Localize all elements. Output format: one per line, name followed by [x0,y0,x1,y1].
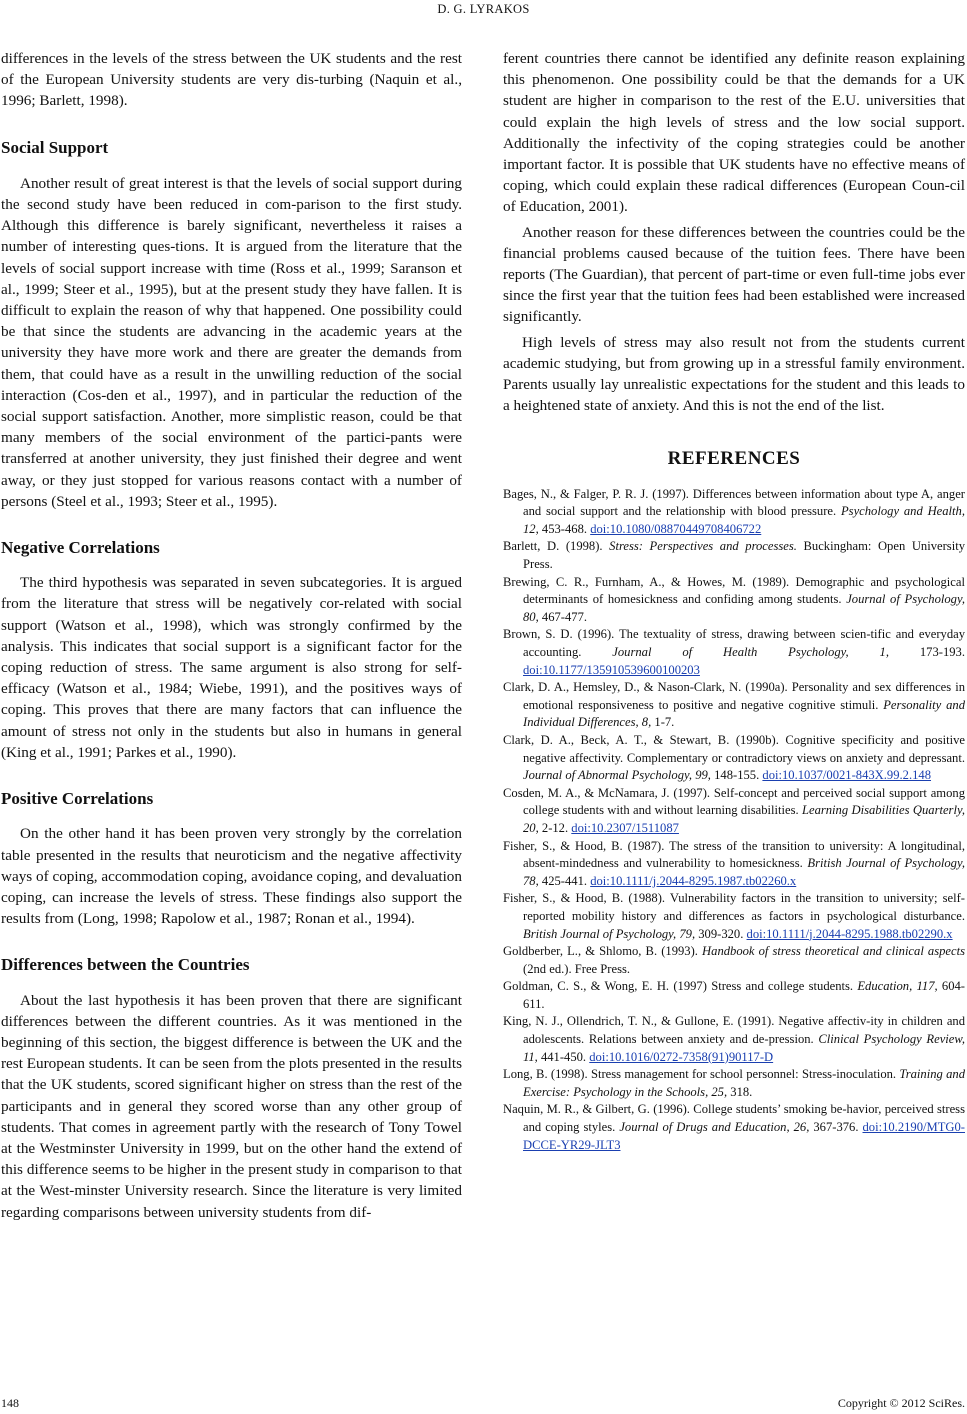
paragraph-social-support: Another result of great interest is that the levels of social support during the second study have been reduced in com-parison to the first study. Although this difference is barely significant, nevertheless it raises a number of interesting ques-tions. It is argued from the literature that the levels of social support increase with time (Ross et al., 1999; Saranson et al., 1999; Steer et al., 1995), but at the present study they have fallen. It is difficult to explain the reason of why that happened. One possibility could be that since the students are advancing in the academic years at the university they have more work and there are greater the demands from them, that could have as a result in the unwilling reduction of the social interaction (Cos-den et al., 1997), and in particular the reduction of the social support satisfaction. Another, more simplistic reason, could be that many members of the social environment of the partici-pants were transferred at another university, they just finished their degree and went away, or they just stopped for various reasons contact with a number of persons (Steel et al., 1993; Steer et al., 1995). [1,174,462,510]
reference-entry [503,890,965,943]
paragraph-positive-correlations: On the other hand it has been proven very strongly by the correlation table presented in the results that neuroticism and the negative affectivity ways of coping, accommodation coping, avoidance coping, and devaluation coping, can increase the levels of stress. These findings also support the results from (Long, 1998; Rapolow et al., 1987; Ronan et al., 1994). [1,825,462,928]
reference-journal: Psychology and Health, 12, [523,504,965,536]
reference-pages: 467-477. [538,609,588,624]
reference-pages: 604-611. [523,979,965,1011]
reference-journal: Stress: Perspectives and processes. [609,539,797,554]
reference-entry [503,486,965,539]
reference-journal: Personality and Individual Differences, 8, [523,697,965,730]
reference-pages: 318. [727,1084,753,1099]
reference-text: Barlett, D. (1998). [503,539,610,554]
reference-journal: Education, 117, [857,979,938,994]
left-column [1,48,462,1223]
reference-text: Clark, D. A., Hemsley, D., & Nason-Clark, N. (1990a). Personality and sex differences in emotional responsiveness to positive and negative cognitive stimuli. [503,680,965,712]
reference-entry [503,538,965,573]
reference-text: Goldman, C. S., & Wong, E. H. (1997) Stress and college students. [503,979,858,994]
reference-doi-link[interactable]: doi:10.1111/j.2044-8295.1987.tb02260.x [590,873,797,888]
section-heading-social-support: Social Support [1,137,109,157]
reference-text: Bages, N., & Falger, P. R. J. (1997). Differences between information about type A, anger and social support and the relationship with blood pressure. [503,486,965,519]
reference-doi-link[interactable]: doi:10.1016/0272-7358(91)90117-D [589,1049,774,1064]
section-heading-positive-correlations: Positive Correlations [1,789,154,809]
reference-journal: Journal of Psychology, 80, [523,592,965,624]
section-heading-negative-correlations: Negative Correlations [1,538,160,558]
reference-pages: 148-155. [710,768,763,783]
reference-journal: Journal of Health Psychology, 1, [612,645,889,659]
reference-text: Naquin, M. R., & Gilbert, G. (1996). College students’ smoking be-havior, perceived stress and coping styles. [503,1102,965,1135]
reference-pages: Buckingham: Open University Press. [523,539,965,572]
reference-pages: 2-12. [538,820,569,835]
reference-journal: Handbook of stress theoretical and clinical aspects [702,944,966,959]
reference-pages: 425-441. [538,873,588,888]
paragraph-tuition-fees: Another reason for these differences between the countries could be the financial problems caused because of the tuition fees. There have been reports (The Guardian), that percent of part-time or even full-time jobs ever since the first year that the tuition fees had been established were increased significantly. [503,223,965,326]
paragraph-differences-countries: About the last hypothesis it has been proven that there are significant differences between the different countries. As it was mentioned in the beginning of this section, the biggest difference is between the UK and the rest European students. It can be seen from the plots presented in the results that the UK students, scored significant higher on stress than the rest of the participants and in general they scored worse than any other group of students. That comes in agreement partly with the research of Tony Towel at the Westminster University in 1999, but on the other hand the extend of this difference seems to be higher in the present study in comparison to that at the West-minster University research. Since the literature is very limited regarding comparisons between university students from dif- [1,991,462,1221]
reference-entry [503,626,965,679]
reference-entry [503,1066,965,1101]
reference-text: Fisher, S., & Hood, B. (1988). Vulnerability factors in the transition to university; self-reported mobility history and differences as factors in psychological disturbance. [503,891,965,923]
reference-text: Brewing, C. R., Furnham, A., & Howes, M. (1989). Demographic and psychological determinants of homesickness and confiding among students. [503,574,965,607]
reference-entry [503,1013,965,1066]
reference-entry [503,785,965,838]
reference-doi-link[interactable]: doi:10.2190/MTG0-DCCE-YR29-JLT3 [523,1120,965,1152]
reference-entry [503,574,965,627]
reference-journal: British Journal of Psychology, 79, [523,926,696,941]
reference-journal: British Journal of Psychology, 78, [523,856,965,888]
reference-doi-link[interactable]: doi:10.2307/1511087 [571,820,679,835]
reference-entry [503,1101,965,1154]
paragraph-family-environment: High levels of stress may also result not from the students current academic studying, but from growing up in a stressful family environment. Parents usually lay unrealistic expectations for the student and this leads to a heightened state of anxiety. And this is not the end of the list. [503,333,965,415]
section-heading-differences-countries: Differences between the Countries [1,955,250,975]
reference-journal: Training and Exercise: Psychology in the Schools, 25, [523,1067,965,1099]
running-head: D. G. LYRAKOS [437,2,530,16]
right-column [503,48,965,1154]
reference-entry [503,838,965,891]
reference-entry [503,679,965,732]
paragraph-continuation: ferent countries there cannot be identified any definite reason explaining this phenomenon. One possibility could be that the demands for a UK student are higher in comparison to the rest of the E.U. universities that could explain the high levels of stress and the low social support. Additionally the infectivity of the coping strategies could be another important factor. It is possible that UK students have no effective means of coping, which could explain these radical differences (European Coun-cil of Education, 2001). [503,50,965,216]
reference-entry [503,978,965,1013]
reference-text: Fisher, S., & Hood, B. (1987). The stress of the transition to university: A longitudinal, absent-mindedness and vulnerability to homesickness. [503,838,965,871]
reference-text: Cosden, M. A., & McNamara, J. (1997). Self-concept and perceived social support among college students with and without learning disabilities. [503,785,965,818]
page-number: 148 [1,1396,19,1410]
reference-journal: Clinical Psychology Review, 11, [523,1032,965,1064]
reference-text: King, N. J., Ollendrich, T. N., & Gullone, E. (1991). Negative affectiv-ity in children and adolescents. Relations between anxiety and de-pression. [503,1014,965,1047]
reference-pages: (2nd ed.). Free Press. [523,961,631,976]
reference-pages: 441-450. [537,1049,587,1064]
reference-pages: 453-468. [538,521,588,536]
reference-journal: Journal of Abnormal Psychology, 99, [523,768,711,783]
reference-doi-link[interactable]: doi:10.1111/j.2044-8295.1988.tb02290.x [746,926,953,941]
copyright-notice: Copyright © 2012 SciRes. [837,1396,965,1410]
reference-text: Brown, S. D. (1996). The textuality of stress, drawing between scien-tific and everyday accounting. [503,627,965,659]
reference-doi-link[interactable]: doi:10.1177/135910539600100203 [523,662,700,677]
reference-text: Long, B. (1998). Stress management for school personnel: Stress-inoculation. [503,1067,900,1082]
reference-doi-link[interactable]: doi:10.1080/08870449708406722 [590,521,762,536]
reference-text: Clark, D. A., Beck, A. T., & Stewart, B. (1990b). Cognitive specificity and positive negative affectivity. Complementary or contradictory views on anxiety and depressant. [503,732,965,765]
reference-pages: 367-376. [809,1120,863,1135]
reference-journal: Journal of Drugs and Education, 26, [619,1120,810,1135]
reference-entry [503,943,965,978]
reference-text: Goldberber, L., & Shlomo, B. (1993). [503,944,703,959]
reference-pages: 1-7. [651,715,675,730]
reference-pages: 173-193. [888,645,965,659]
references-list [503,486,965,1155]
reference-journal: Learning Disabilities Quarterly, 20, [523,803,965,835]
intro-paragraph: differences in the levels of the stress between the UK students and the rest of the European University students are very dis-turbing (Naquin et al., 1996; Barlett, 1998). [1,50,462,110]
reference-pages: 309-320. [695,926,747,941]
reference-doi-link[interactable]: doi:10.1037/0021-843X.99.2.148 [762,768,932,783]
reference-entry [503,732,965,785]
references-heading: REFERENCES [667,448,801,470]
paragraph-negative-correlations: The third hypothesis was separated in seven subcategories. It is argued from the literature that stress will be negatively cor-related with social support (Watson et al., 1998), which was strongly confirmed by the analysis. This indicates that social support is a significant factor for the coping reduction of stress. The same argument is also strong for self-efficacy (Watson et al., 1984; Wiebe, 1991), and the positives ways of coping. This proves that there are many factors that can influence the amount of stress not only in the students but also in humans in general (King et al., 1991; Parkes et al., 1990). [1,574,462,761]
